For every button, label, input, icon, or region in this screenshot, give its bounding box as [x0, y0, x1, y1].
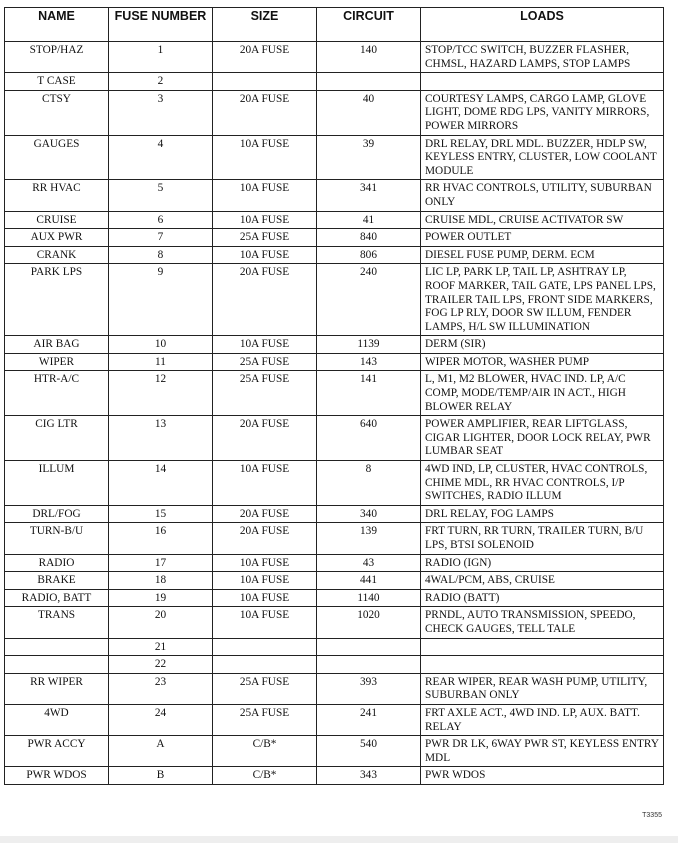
fuse-number-cell: 7 [109, 229, 213, 247]
size-cell: 20A FUSE [213, 90, 317, 135]
name-cell: DRL/FOG [5, 505, 109, 523]
fuse-number-cell: 20 [109, 607, 213, 638]
circuit-cell: 43 [317, 554, 421, 572]
name-cell: CRUISE [5, 211, 109, 229]
table-row [5, 73, 664, 91]
fuse-number-cell: 14 [109, 461, 213, 506]
bottom-bar [0, 836, 678, 843]
fuse-number-cell: 16 [109, 523, 213, 554]
name-cell: AIR BAG [5, 336, 109, 354]
size-cell: 10A FUSE [213, 607, 317, 638]
table-row [5, 736, 664, 767]
loads-cell: FRT AXLE ACT., 4WD IND. LP, AUX. BATT. RELAY [421, 704, 664, 735]
circuit-cell: 139 [317, 523, 421, 554]
name-cell: ILLUM [5, 461, 109, 506]
size-cell: 20A FUSE [213, 42, 317, 73]
fuse-number-cell: 17 [109, 554, 213, 572]
size-cell: 20A FUSE [213, 264, 317, 336]
table-row [5, 135, 664, 180]
fuse-number-cell: 13 [109, 416, 213, 461]
fuse-number-cell: 18 [109, 572, 213, 590]
table-row [5, 336, 664, 354]
table-row [5, 554, 664, 572]
fuse-number-cell: 11 [109, 353, 213, 371]
loads-cell: PWR WDOS [421, 767, 664, 785]
table-row [5, 607, 664, 638]
fuse-number-cell: 19 [109, 589, 213, 607]
size-cell: 10A FUSE [213, 246, 317, 264]
header-row [5, 8, 664, 42]
figure-id: T3355 [642, 812, 662, 819]
size-cell: C/B* [213, 767, 317, 785]
fuse-number-cell: 15 [109, 505, 213, 523]
fuse-number-cell: 12 [109, 371, 213, 416]
header-size: SIZE [213, 8, 317, 42]
circuit-cell [317, 73, 421, 91]
loads-cell: 4WAL/PCM, ABS, CRUISE [421, 572, 664, 590]
loads-cell: DIESEL FUSE PUMP, DERM. ECM [421, 246, 664, 264]
name-cell: TURN-B/U [5, 523, 109, 554]
loads-cell: RR HVAC CONTROLS, UTILITY, SUBURBAN ONLY [421, 180, 664, 211]
circuit-cell: 806 [317, 246, 421, 264]
fuse-number-cell: 9 [109, 264, 213, 336]
circuit-cell: 640 [317, 416, 421, 461]
loads-cell: FRT TURN, RR TURN, TRAILER TURN, B/U LPS, BTSI SOLENOID [421, 523, 664, 554]
size-cell: 20A FUSE [213, 505, 317, 523]
circuit-cell [317, 656, 421, 674]
circuit-cell: 141 [317, 371, 421, 416]
name-cell: STOP/HAZ [5, 42, 109, 73]
fuse-number-cell: 6 [109, 211, 213, 229]
fuse-number-cell: A [109, 736, 213, 767]
header-fuse-number: FUSE NUMBER [109, 8, 213, 42]
circuit-cell: 241 [317, 704, 421, 735]
size-cell: 10A FUSE [213, 572, 317, 590]
size-cell: 10A FUSE [213, 135, 317, 180]
fuse-number-cell: 24 [109, 704, 213, 735]
name-cell: 4WD [5, 704, 109, 735]
loads-cell: COURTESY LAMPS, CARGO LAMP, GLOVE LIGHT, DOME RDG LPS, VANITY MIRRORS, POWER MIRRORS [421, 90, 664, 135]
circuit-cell: 8 [317, 461, 421, 506]
fuse-number-cell: 21 [109, 638, 213, 656]
loads-cell: STOP/TCC SWITCH, BUZZER FLASHER, CHMSL, HAZARD LAMPS, STOP LAMPS [421, 42, 664, 73]
circuit-cell [317, 638, 421, 656]
table-row [5, 572, 664, 590]
size-cell [213, 638, 317, 656]
loads-cell: L, M1, M2 BLOWER, HVAC IND. LP, A/C COMP, MODE/TEMP/AIR IN ACT., HIGH BLOWER RELAY [421, 371, 664, 416]
name-cell: WIPER [5, 353, 109, 371]
name-cell: T CASE [5, 73, 109, 91]
loads-cell: RADIO (BATT) [421, 589, 664, 607]
table-row [5, 371, 664, 416]
table-row [5, 246, 664, 264]
name-cell: RR HVAC [5, 180, 109, 211]
circuit-cell: 340 [317, 505, 421, 523]
size-cell: 25A FUSE [213, 229, 317, 247]
name-cell: RADIO, BATT [5, 589, 109, 607]
circuit-cell: 341 [317, 180, 421, 211]
name-cell [5, 656, 109, 674]
fuse-table [4, 7, 664, 785]
size-cell: 25A FUSE [213, 371, 317, 416]
circuit-cell: 140 [317, 42, 421, 73]
table-row [5, 589, 664, 607]
table-row [5, 673, 664, 704]
name-cell: CRANK [5, 246, 109, 264]
loads-cell: DERM (SIR) [421, 336, 664, 354]
loads-cell: WIPER MOTOR, WASHER PUMP [421, 353, 664, 371]
name-cell: PWR WDOS [5, 767, 109, 785]
fuse-number-cell: 5 [109, 180, 213, 211]
fuse-number-cell: 3 [109, 90, 213, 135]
fuse-number-cell: 4 [109, 135, 213, 180]
name-cell: RR WIPER [5, 673, 109, 704]
loads-cell: PWR DR LK, 6WAY PWR ST, KEYLESS ENTRY MDL [421, 736, 664, 767]
circuit-cell: 39 [317, 135, 421, 180]
loads-cell: 4WD IND, LP, CLUSTER, HVAC CONTROLS, CHIME MDL, RR HVAC CONTROLS, I/P SWITCHES, RADIO ILLUM [421, 461, 664, 506]
circuit-cell: 1139 [317, 336, 421, 354]
circuit-cell: 393 [317, 673, 421, 704]
name-cell: RADIO [5, 554, 109, 572]
name-cell: HTR-A/C [5, 371, 109, 416]
size-cell: 10A FUSE [213, 211, 317, 229]
name-cell: AUX PWR [5, 229, 109, 247]
loads-cell: RADIO (IGN) [421, 554, 664, 572]
loads-cell [421, 638, 664, 656]
table-row [5, 704, 664, 735]
fuse-number-cell: 1 [109, 42, 213, 73]
name-cell [5, 638, 109, 656]
size-cell: 25A FUSE [213, 353, 317, 371]
table-row [5, 90, 664, 135]
fuse-number-cell: 8 [109, 246, 213, 264]
size-cell: 10A FUSE [213, 336, 317, 354]
loads-cell: DRL RELAY, FOG LAMPS [421, 505, 664, 523]
header-loads: LOADS [421, 8, 664, 42]
size-cell: 20A FUSE [213, 523, 317, 554]
name-cell: TRANS [5, 607, 109, 638]
name-cell: GAUGES [5, 135, 109, 180]
loads-cell [421, 73, 664, 91]
name-cell: CTSY [5, 90, 109, 135]
circuit-cell: 540 [317, 736, 421, 767]
table-row [5, 264, 664, 336]
table-row [5, 523, 664, 554]
circuit-cell: 40 [317, 90, 421, 135]
loads-cell: DRL RELAY, DRL MDL. BUZZER, HDLP SW, KEYLESS ENTRY, CLUSTER, LOW COOLANT MODULE [421, 135, 664, 180]
loads-cell: LIC LP, PARK LP, TAIL LP, ASHTRAY LP, ROOF MARKER, TAIL GATE, LPS PANEL LPS, TRAILER TAIL LPS, FRONT SIDE MARKERS, FOG LP RLY, DOOR SW ILLUM, FENDER LAMPS, H/L SW ILLUMINATION [421, 264, 664, 336]
circuit-cell: 41 [317, 211, 421, 229]
circuit-cell: 441 [317, 572, 421, 590]
size-cell: 25A FUSE [213, 704, 317, 735]
table-row [5, 461, 664, 506]
size-cell: 20A FUSE [213, 416, 317, 461]
loads-cell: POWER OUTLET [421, 229, 664, 247]
size-cell [213, 656, 317, 674]
loads-cell: PRNDL, AUTO TRANSMISSION, SPEEDO, CHECK GAUGES, TELL TALE [421, 607, 664, 638]
size-cell: 25A FUSE [213, 673, 317, 704]
table-row [5, 767, 664, 785]
name-cell: BRAKE [5, 572, 109, 590]
size-cell: 10A FUSE [213, 461, 317, 506]
circuit-cell: 1020 [317, 607, 421, 638]
fuse-number-cell: 2 [109, 73, 213, 91]
fuse-number-cell: B [109, 767, 213, 785]
table-row [5, 229, 664, 247]
name-cell: PARK LPS [5, 264, 109, 336]
table-row [5, 505, 664, 523]
table-row [5, 180, 664, 211]
header-name: NAME [5, 8, 109, 42]
fuse-number-cell: 22 [109, 656, 213, 674]
loads-cell [421, 656, 664, 674]
size-cell: C/B* [213, 736, 317, 767]
table-row [5, 638, 664, 656]
table-row [5, 416, 664, 461]
size-cell [213, 73, 317, 91]
circuit-cell: 143 [317, 353, 421, 371]
loads-cell: CRUISE MDL, CRUISE ACTIVATOR SW [421, 211, 664, 229]
loads-cell: REAR WIPER, REAR WASH PUMP, UTILITY, SUBURBAN ONLY [421, 673, 664, 704]
fuse-number-cell: 23 [109, 673, 213, 704]
name-cell: PWR ACCY [5, 736, 109, 767]
circuit-cell: 1140 [317, 589, 421, 607]
loads-cell: POWER AMPLIFIER, REAR LIFTGLASS, CIGAR LIGHTER, DOOR LOCK RELAY, PWR LUMBAR SEAT [421, 416, 664, 461]
table-row [5, 656, 664, 674]
table-row [5, 211, 664, 229]
size-cell: 10A FUSE [213, 180, 317, 211]
table-row [5, 353, 664, 371]
size-cell: 10A FUSE [213, 589, 317, 607]
header-circuit: CIRCUIT [317, 8, 421, 42]
name-cell: CIG LTR [5, 416, 109, 461]
fuse-number-cell: 10 [109, 336, 213, 354]
circuit-cell: 840 [317, 229, 421, 247]
circuit-cell: 240 [317, 264, 421, 336]
table-row [5, 42, 664, 73]
size-cell: 10A FUSE [213, 554, 317, 572]
circuit-cell: 343 [317, 767, 421, 785]
